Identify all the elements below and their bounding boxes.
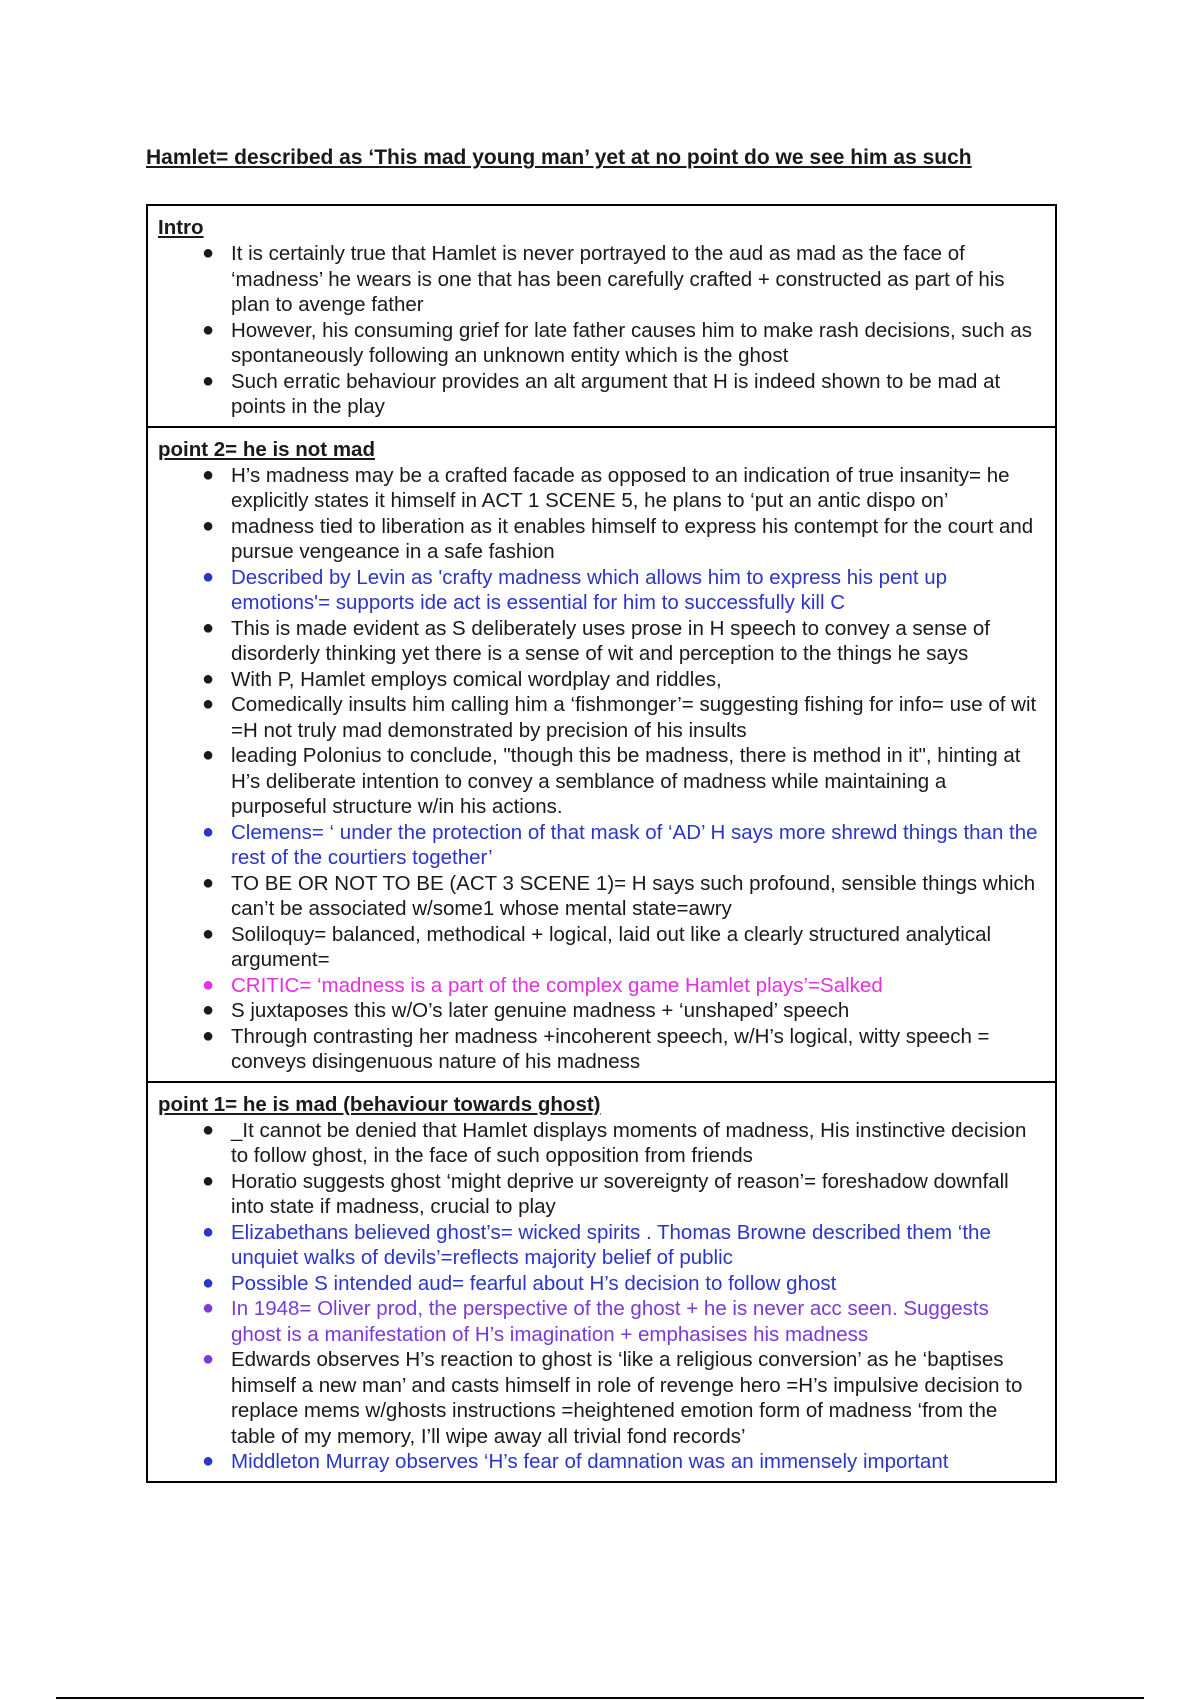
bullet-dot-icon: ● <box>201 999 215 1021</box>
bullet-item <box>158 1296 1041 1347</box>
bullet-dot-icon: ● <box>201 973 215 996</box>
bullet-text: Through contrasting her madness +incoherent speech, w/H’s logical, witty speech = conveys disingenuous nature of his madness <box>231 1024 990 1073</box>
bullet-dot-icon: ● <box>201 616 215 639</box>
bullet-text: Possible S intended aud= fearful about H’s decision to follow ghost <box>231 1271 837 1295</box>
bullet-list <box>158 1118 1041 1475</box>
bullet-dot-icon: ● <box>201 1169 215 1192</box>
bullet-item <box>158 820 1041 871</box>
bullet-dot-icon: ● <box>201 922 215 945</box>
bullet-text: It is certainly true that Hamlet is never portrayed to the aud as mad as the face of ‘madness’ he wears is one that has been carefully crafted + constructed as part of his plan to avenge father <box>231 242 1005 316</box>
bullet-item <box>158 369 1041 420</box>
bullet-dot-icon: ● <box>201 1297 215 1319</box>
bullet-text: Middleton Murray observes ‘H’s fear of damnation was an immensely important <box>231 1450 949 1473</box>
bullet-dot-icon: ● <box>201 463 215 486</box>
bullet-list <box>158 463 1041 1075</box>
bullet-item <box>158 667 1041 693</box>
bullet-dot-icon: ● <box>201 871 215 894</box>
bullet-dot-icon: ● <box>201 242 215 264</box>
bullet-text: _It cannot be denied that Hamlet displays moments of madness, His instinctive decision to follow ghost, in the face of such opposition from friends <box>231 1118 1027 1167</box>
bullet-text: TO BE OR NOT TO BE (ACT 3 SCENE 1)= H says such profound, sensible things which can’t be associated w/some1 whose mental state=awry <box>231 871 1036 920</box>
bullet-item <box>158 1220 1041 1271</box>
bullet-text: Such erratic behaviour provides an alt argument that H is indeed shown to be mad at points in the play <box>231 369 1001 418</box>
bullet-dot-icon: ● <box>201 1450 215 1472</box>
bullet-text: Elizabethans believed ghost’s= wicked spirits . Thomas Browne described them ‘the unquiet walks of devils’=reflects majority belief of public <box>231 1220 991 1269</box>
bullet-dot-icon: ● <box>201 693 215 715</box>
bullet-dot-icon: ● <box>201 369 215 392</box>
bullet-dot-icon: ● <box>201 318 215 341</box>
bullet-dot-icon: ● <box>201 1220 215 1243</box>
bullet-list <box>158 241 1041 420</box>
bullet-text: H’s madness may be a crafted facade as opposed to an indication of true insanity= he explicitly states it himself in ACT 1 SCENE 5, he plans to ‘put an antic dispo on’ <box>231 463 1010 512</box>
bullet-item <box>158 616 1041 667</box>
section-point-1 <box>148 1083 1055 1481</box>
bullet-text: S juxtaposes this w/O’s later genuine madness + ‘unshaped’ speech <box>231 999 850 1022</box>
bullet-text: leading Polonius to conclude, "though this be madness, there is method in it", hinting at H’s deliberate intention to convey a semblance of madness while maintaining a purposeful structure w/in his actions. <box>231 744 1021 818</box>
bullet-text: Clemens= ‘ under the protection of that mask of ‘AD’ H says more shrewd things than the rest of the courtiers together’ <box>231 820 1038 869</box>
bullet-item <box>158 1449 1041 1475</box>
bullet-dot-icon: ● <box>201 1024 215 1047</box>
bullet-item <box>158 1118 1041 1169</box>
bullet-dot-icon: ● <box>201 1348 215 1370</box>
bullet-text: This is made evident as S deliberately uses prose in H speech to convey a sense of disorderly thinking yet there is a sense of wit and perception to the things he says <box>231 616 990 665</box>
bullet-dot-icon: ● <box>201 565 215 588</box>
bullet-dot-icon: ● <box>201 667 215 690</box>
bullet-item <box>158 973 1041 999</box>
bullet-item <box>158 318 1041 369</box>
footer-divider <box>56 1697 1144 1699</box>
bullet-item <box>158 241 1041 318</box>
bullet-text: Edwards observes H’s reaction to ghost is ‘like a religious conversion’ as he ‘baptises himself a new man’ and casts himself in role of revenge hero =H’s impulsive decision to replace mems w/ghosts instructions =heightened emotion form of madness ‘from the table of my memory, I’ll wipe away all trivial fond records’ <box>231 1348 1023 1448</box>
bullet-item <box>158 1347 1041 1449</box>
bullet-text: In 1948= Oliver prod, the perspective of the ghost + he is never acc seen. Suggests ghost is a manifestation of H’s imagination + emphasises his madness <box>231 1297 989 1346</box>
bullet-item <box>158 743 1041 820</box>
section-point-2 <box>148 428 1055 1083</box>
bullet-dot-icon: ● <box>201 1118 215 1141</box>
bullet-text: CRITIC= ‘madness is a part of the complex game Hamlet plays’=Salked <box>231 973 883 997</box>
bullet-dot-icon: ● <box>201 744 215 766</box>
section-intro <box>148 206 1055 428</box>
bullet-item <box>158 998 1041 1024</box>
bullet-item <box>158 1024 1041 1075</box>
bullet-item <box>158 514 1041 565</box>
bullet-item <box>158 922 1041 973</box>
notes-table <box>146 204 1057 1483</box>
bullet-dot-icon: ● <box>201 514 215 537</box>
bullet-item <box>158 871 1041 922</box>
bullet-text: However, his consuming grief for late father causes him to make rash decisions, such as spontaneously following an unknown entity which is the ghost <box>231 318 1033 367</box>
section-heading: point 1= he is mad (behaviour towards ghost) <box>158 1092 601 1116</box>
section-heading: point 2= he is not mad <box>158 437 375 461</box>
bullet-text: Comedically insults him calling him a ‘fishmonger’= suggesting fishing for info= use of wit =H not truly mad demonstrated by precision of his insults <box>231 693 1037 742</box>
bullet-item <box>158 1271 1041 1297</box>
bullet-text: madness tied to liberation as it enables himself to express his contempt for the court and pursue vengeance in a safe fashion <box>231 514 1034 563</box>
bullet-text: Described by Levin as 'crafty madness which allows him to express his pent up emotions'= supports ide act is essential for him to successfully kill C <box>231 565 948 614</box>
bullet-item <box>158 692 1041 743</box>
bullet-item <box>158 1169 1041 1220</box>
bullet-item <box>158 565 1041 616</box>
bullet-text: Horatio suggests ghost ‘might deprive ur sovereignty of reason’= foreshadow downfall into state if madness, crucial to play <box>231 1169 1009 1218</box>
bullet-dot-icon: ● <box>201 1271 215 1294</box>
document-title: Hamlet= described as ‘This mad young man’ yet at no point do we see him as such <box>146 146 972 169</box>
bullet-text: Soliloquy= balanced, methodical + logical, laid out like a clearly structured analytical argument= <box>231 922 992 971</box>
bullet-text: With P, Hamlet employs comical wordplay and riddles, <box>231 667 722 691</box>
bullet-dot-icon: ● <box>201 820 215 843</box>
bullet-item <box>158 463 1041 514</box>
section-heading: Intro <box>158 216 204 239</box>
